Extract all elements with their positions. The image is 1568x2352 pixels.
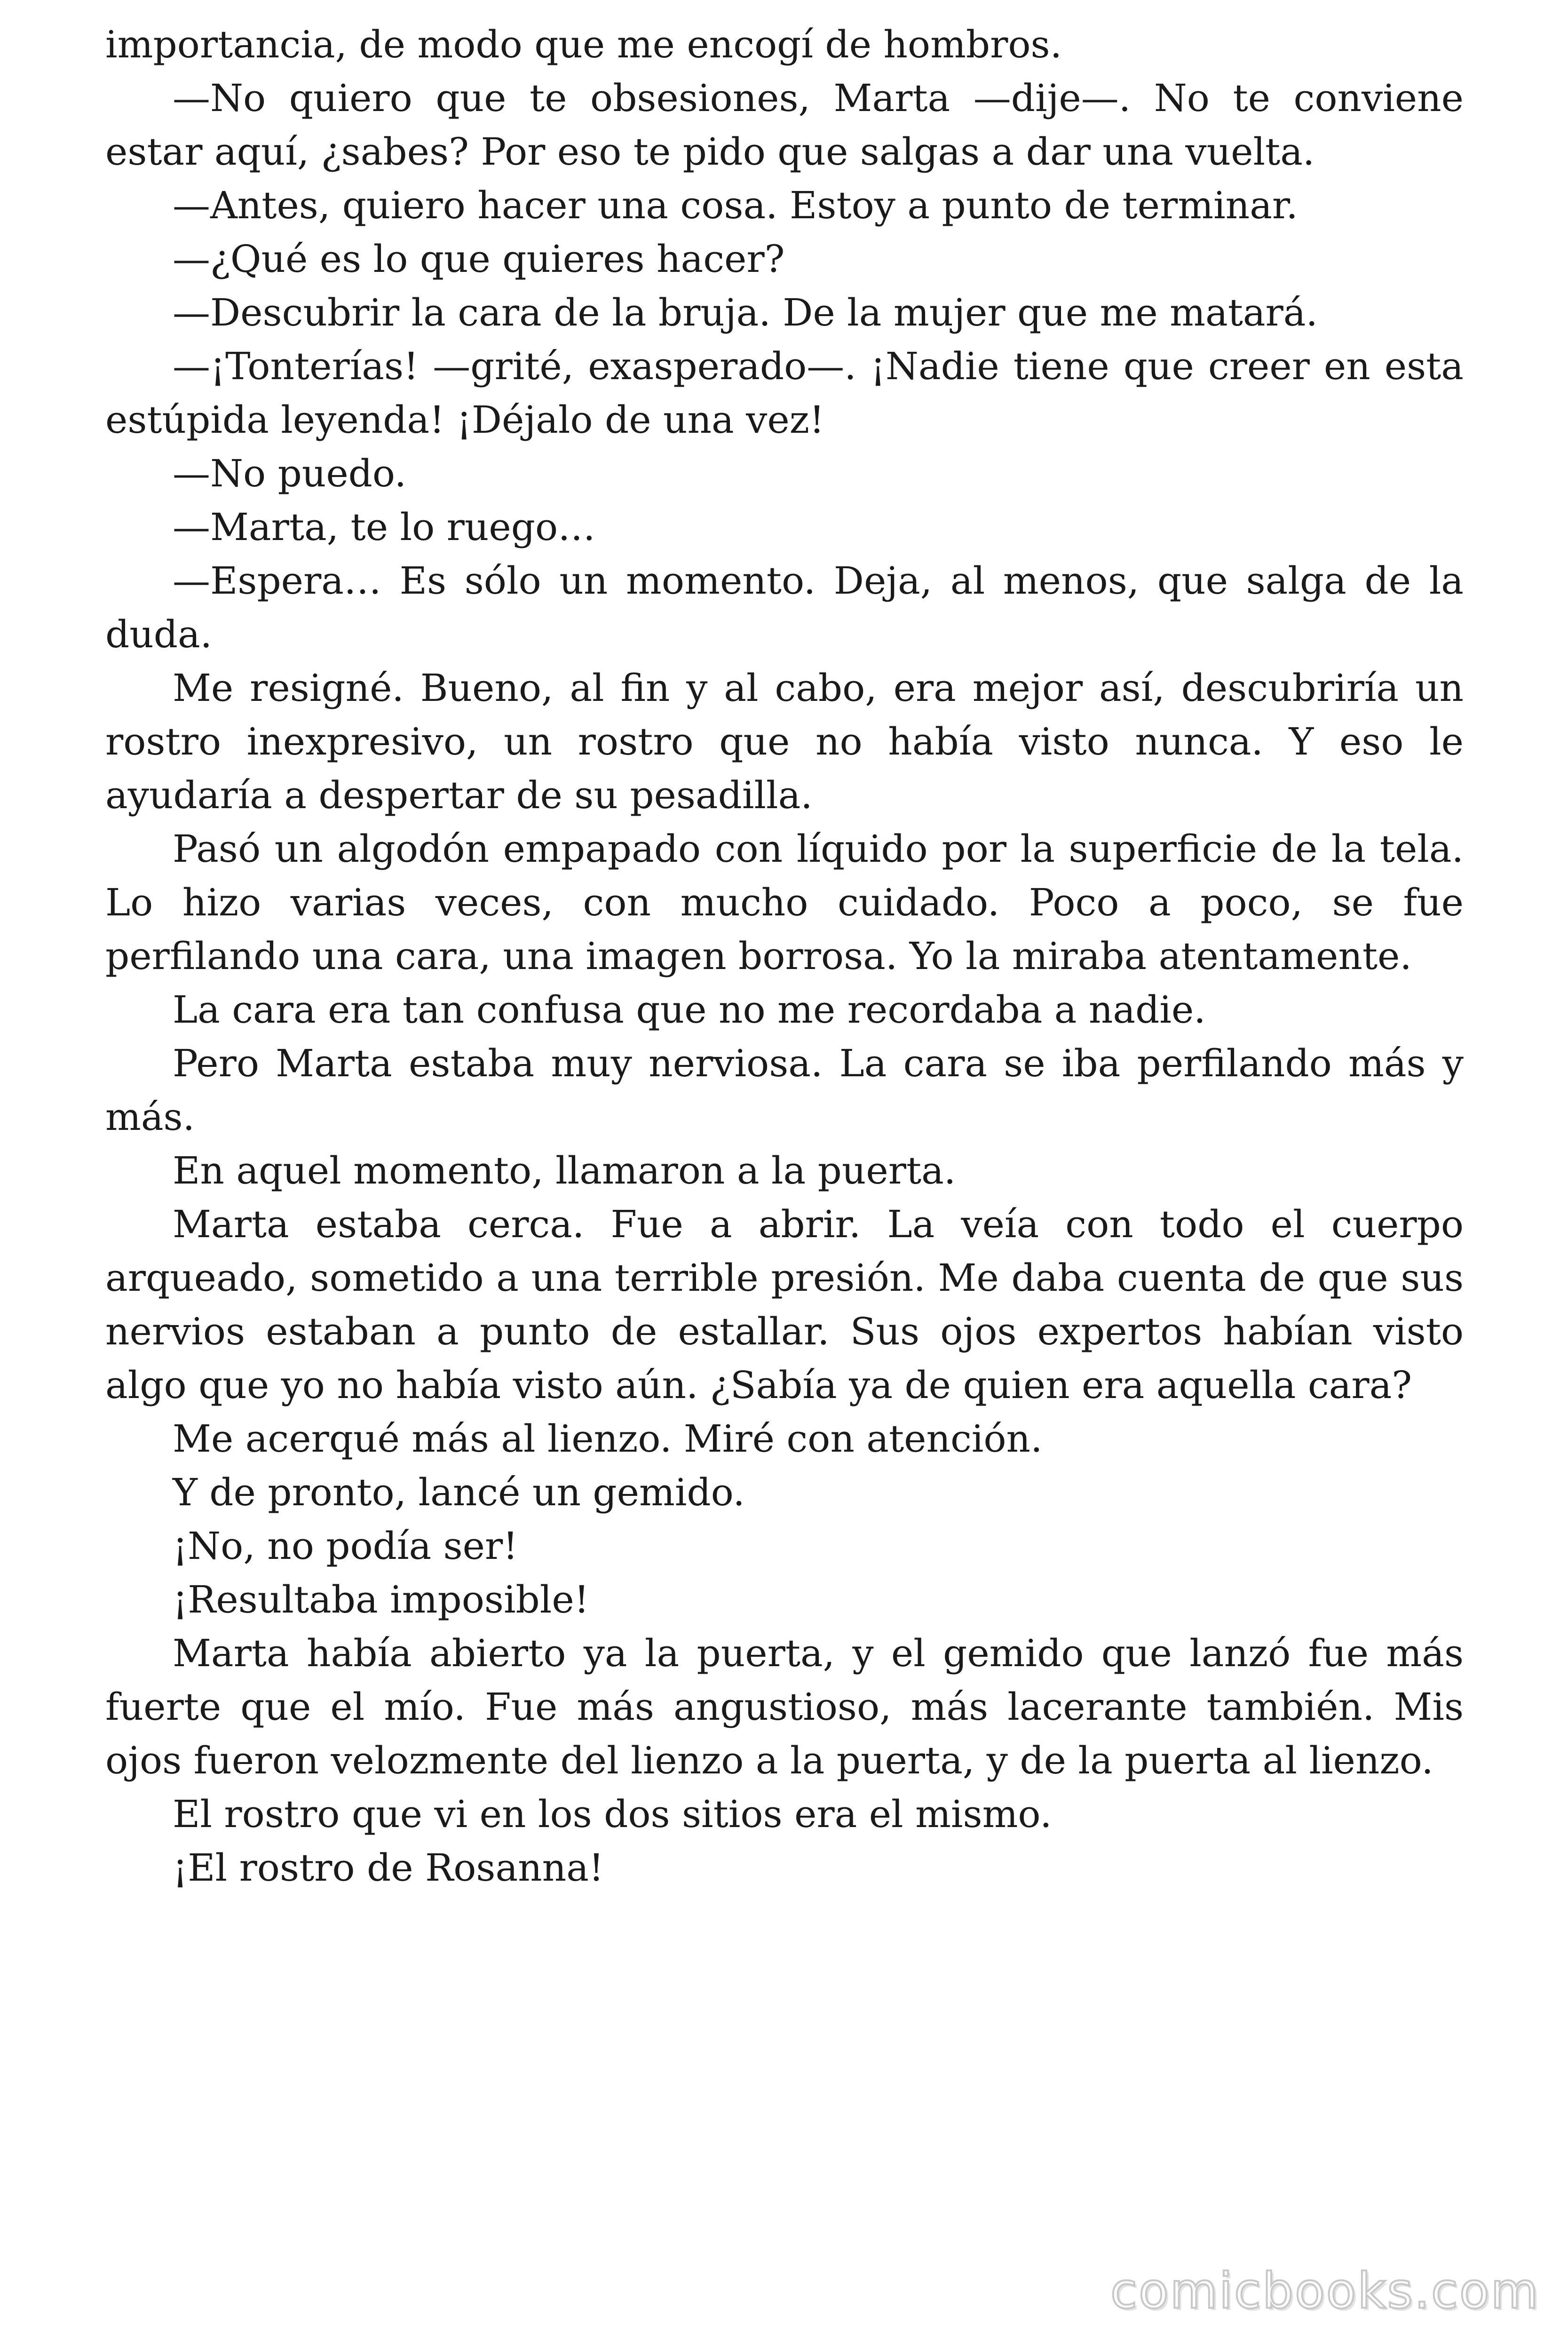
paragraph: Me acerqué más al lienzo. Miré con atención. xyxy=(173,1417,1043,1461)
paragraph: Pero Marta estaba muy nerviosa. La cara se iba perfilando más y más. xyxy=(105,1041,1464,1139)
paragraph: Y de pronto, lancé un gemido. xyxy=(173,1470,745,1514)
paragraph: —Marta, te lo ruego… xyxy=(173,505,596,549)
paragraph: ¡Resultaba imposible! xyxy=(173,1578,589,1621)
paragraph: —¿Qué es lo que quieres hacer? xyxy=(173,237,785,281)
paragraph: El rostro que vi en los dos sitios era el mismo. xyxy=(173,1792,1052,1836)
paragraph: Pasó un algodón empapado con líquido por la superficie de la tela. Lo hizo varias veces, con mucho cuidado. Poco a poco, se fue perfilando una cara, una imagen borrosa. Yo la miraba atentamente. xyxy=(105,827,1464,978)
paragraph: Marta estaba cerca. Fue a abrir. La veía con todo el cuerpo arqueado, sometido a una terrible presión. Me daba cuenta de que sus nervios estaban a punto de estallar. Sus ojos expertos habían visto algo que yo no había visto aún. ¿Sabía ya de quien era aquella cara? xyxy=(105,1202,1464,1407)
paragraph: En aquel momento, llamaron a la puerta. xyxy=(173,1149,956,1192)
paragraph: —No puedo. xyxy=(173,452,407,495)
paragraph: Me resigné. Bueno, al fin y al cabo, era mejor así, descubriría un rostro inexpresivo, un rostro que no había visto nunca. Y eso le ayudaría a despertar de su pesadilla. xyxy=(105,666,1464,817)
paragraph: —No quiero que te obsesiones, Marta —dije—. No te conviene estar aquí, ¿sabes? Por eso te pido que salgas a dar una vuelta. xyxy=(105,76,1464,174)
paragraph: —Descubrir la cara de la bruja. De la mujer que me matará. xyxy=(173,291,1318,334)
paragraph: Marta había abierto ya la puerta, y el gemido que lanzó fue más fuerte que el mío. Fue más angustioso, más lacerante también. Mis ojos fueron velozmente del lienzo a la puerta, y de la puerta al lienzo. xyxy=(105,1631,1464,1782)
watermark-text: comicbooks.com xyxy=(1110,2262,1540,2320)
paragraph: —¡Tonterías! —grité, exasperado—. ¡Nadie tiene que creer en esta estúpida leyenda! ¡Déjalo de una vez! xyxy=(105,344,1464,442)
paragraph: —Espera… Es sólo un momento. Deja, al menos, que salga de la duda. xyxy=(105,559,1464,656)
paragraph: La cara era tan confusa que no me recordaba a nadie. xyxy=(173,988,1206,1032)
paragraph: ¡No, no podía ser! xyxy=(173,1524,518,1568)
body-text xyxy=(105,18,1464,1895)
paragraph: importancia, de modo que me encogí de hombros. xyxy=(105,23,1062,66)
paragraph: ¡El rostro de Rosanna! xyxy=(173,1846,604,1890)
paragraph: —Antes, quiero hacer una cosa. Estoy a punto de terminar. xyxy=(173,183,1298,227)
